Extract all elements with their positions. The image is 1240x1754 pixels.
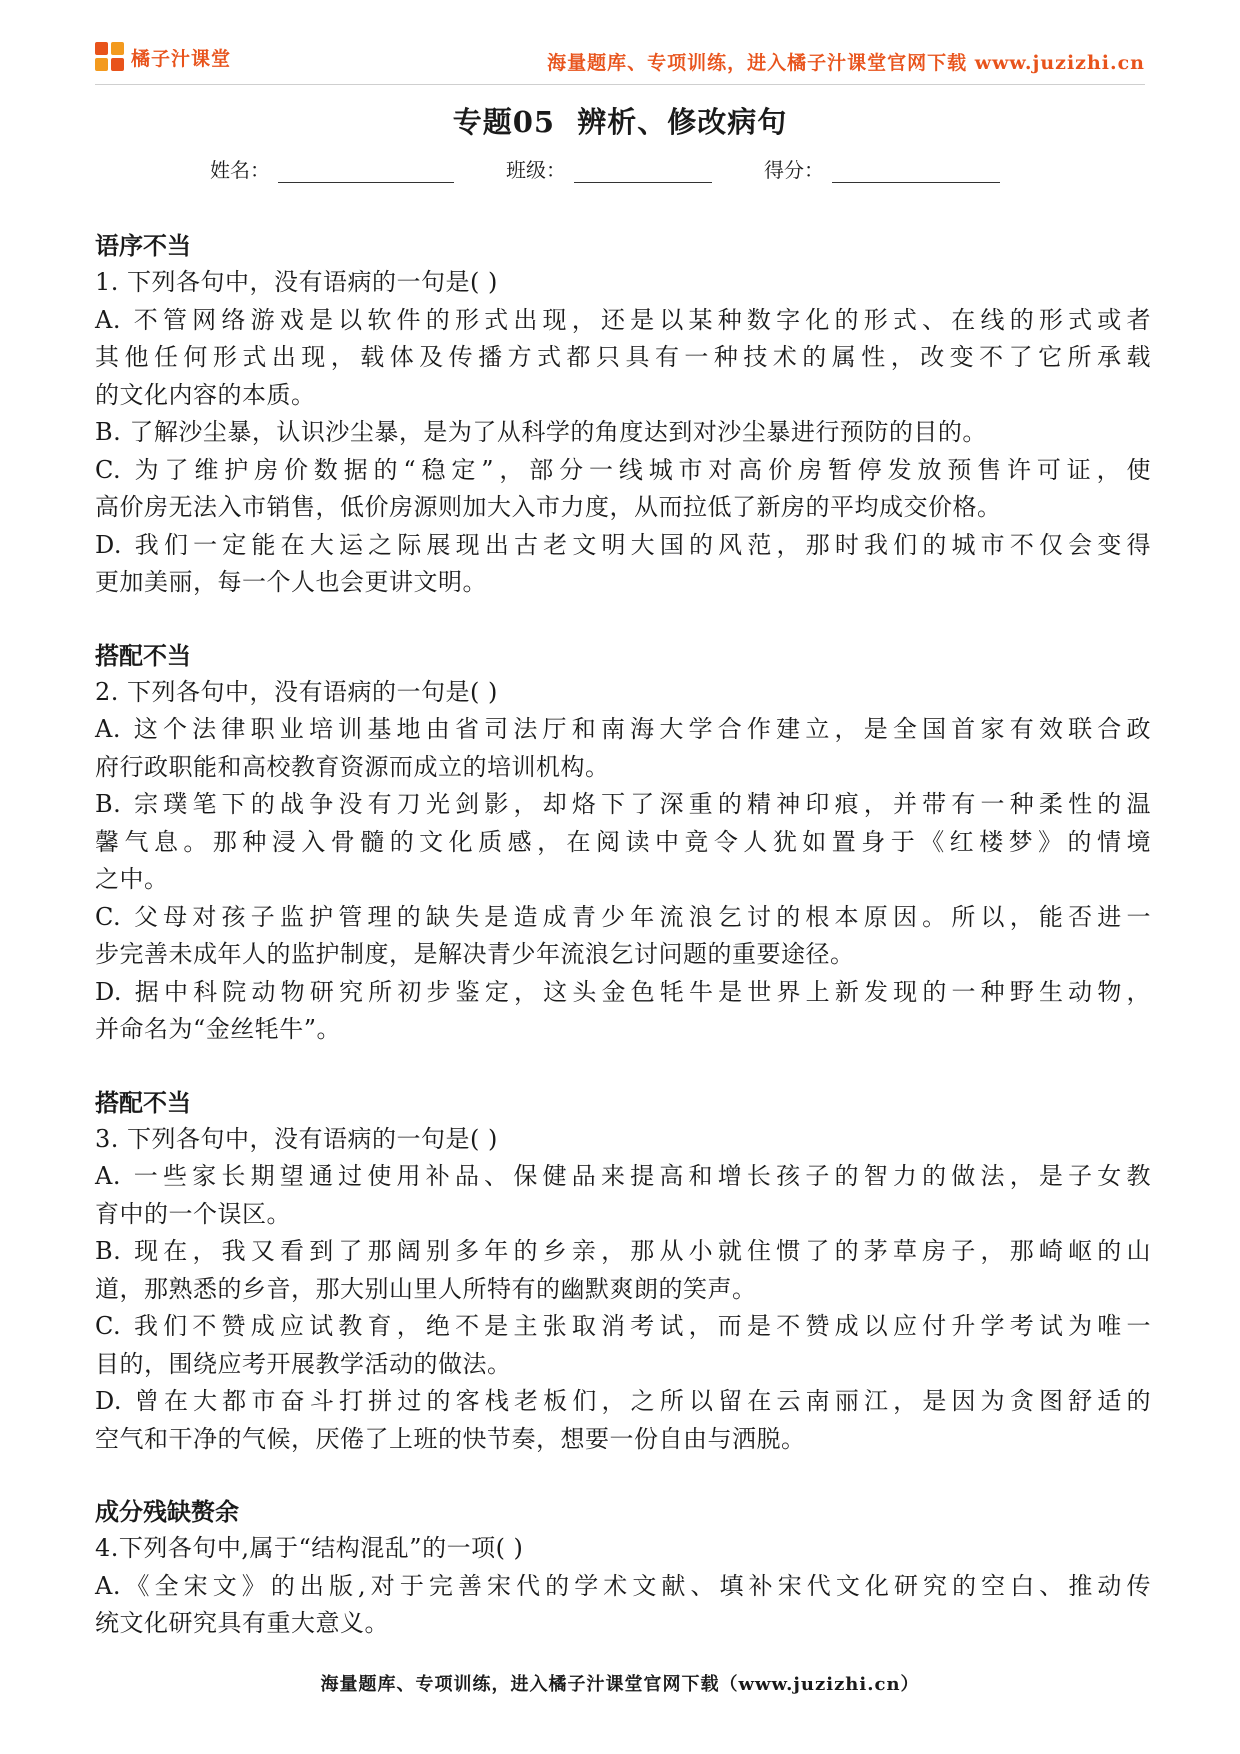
option-text-line: 之中。 (95, 865, 169, 893)
option-text-line: A.《全宋文》的出版,对于完善宋代的学术文献、填补宋代文化研究的空白、推动传 (95, 1571, 1151, 1600)
option-text-line: 馨气息。那种浸入骨髓的文化质感，在阅读中竟令人犹如置身于《红楼梦》的情境 (95, 827, 1151, 856)
option-text-line: 其他任何形式出现，载体及传播方式都只具有一种技术的属性，改变不了它所承载 (95, 343, 1151, 371)
page-title: 专题05 辨析、修改病句 (452, 105, 788, 139)
orange-grid-icon (95, 42, 125, 72)
section-heading: 搭配不当 (95, 640, 191, 670)
question-stem: 2. 下列各句中，没有语病的一句是( ) (95, 677, 498, 706)
question-section (95, 1494, 1151, 1643)
option-text-line: 统文化研究具有重大意义。 (95, 1609, 389, 1637)
page-footer: 海量题库、专项训练，进入橘子汁课堂官网下载（www.juzizhi.cn） (320, 1674, 920, 1695)
option-text-line: D. 我们一定能在大运之际展现出古老文明大国的风范，那时我们的城市不仅会变得 (95, 530, 1151, 559)
section-heading: 语序不当 (95, 231, 191, 260)
question-stem: 3. 下列各句中，没有语病的一句是( ) (95, 1124, 498, 1153)
header-divider (95, 84, 1145, 85)
name-label: 姓名： (210, 158, 270, 182)
question-stem: 4.下列各句中,属于“结构混乱”的一项( ) (95, 1534, 524, 1562)
section-heading: 成分残缺赘余 (95, 1497, 239, 1526)
score-label: 得分： (764, 158, 824, 182)
option-text-line: B. 宗璞笔下的战争没有刀光剑影，却烙下了深重的精神印痕，并带有一种柔性的温 (95, 790, 1151, 818)
page-header (95, 40, 1145, 80)
class-field (506, 154, 712, 183)
question-section (95, 1085, 1151, 1459)
option-text-line: 育中的一个误区。 (95, 1199, 291, 1228)
option-text-line: 目的，围绕应考开展教学活动的做法。 (95, 1349, 512, 1378)
class-blank[interactable] (574, 160, 712, 183)
option-text-line: C. 为了维护房价数据的“稳定”，部分一线城市对高价房暂停发放预售许可证，使 (95, 455, 1151, 484)
option-text-line: D. 曾在大都市奋斗打拼过的客栈老板们，之所以留在云南丽江，是因为贪图舒适的 (95, 1387, 1151, 1415)
option-text-line: 道，那熟悉的乡音，那大别山里人所特有的幽默爽朗的笑声。 (95, 1274, 757, 1303)
option-text-line: 步完善未成年人的监护制度，是解决青少年流浪乞讨问题的重要途径。 (95, 940, 855, 968)
option-text-line: 高价房无法入市销售，低价房源则加大入市力度，从而拉低了新房的平均成交价格。 (95, 493, 1002, 521)
option-text-line: B. 了解沙尘暴，认识沙尘暴，是为了从科学的角度达到对沙尘暴进行预防的目的。 (95, 418, 987, 446)
option-text-line: 空气和干净的气候，厌倦了上班的快节奏，想要一份自由与洒脱。 (95, 1424, 806, 1453)
option-text-line: 的文化内容的本质。 (95, 380, 316, 409)
option-text-line: A. 不管网络游戏是以软件的形式出现，还是以某种数字化的形式、在线的形式或者 (95, 305, 1151, 334)
class-label: 班级： (506, 158, 566, 182)
option-text-line: 府行政职能和高校教育资源而成立的培训机构。 (95, 752, 610, 781)
option-text-line: B. 现在，我又看到了那阔别多年的乡亲，那从小就住惯了的茅草房子，那崎岖的山 (95, 1237, 1151, 1265)
student-info-fields (210, 154, 1052, 183)
option-text-line: 更加美丽，每一个人也会更讲文明。 (95, 568, 487, 596)
option-text-line: C. 父母对孩子监护管理的缺失是造成青少年流浪乞讨的根本原因。所以，能否进一 (95, 902, 1151, 931)
question-content (95, 228, 1151, 1679)
option-text-line: C. 我们不赞成应试教育，绝不是主张取消考试，而是不赞成以应付升学考试为唯一 (95, 1312, 1151, 1340)
section-heading: 搭配不当 (95, 1087, 191, 1117)
name-field (210, 154, 454, 183)
score-field (764, 154, 1000, 183)
name-blank[interactable] (278, 160, 454, 183)
option-text-line: A. 这个法律职业培训基地由省司法厅和南海大学合作建立，是全国首家有效联合政 (95, 715, 1151, 743)
brand-logo (95, 42, 231, 72)
option-text-line: D. 据中科院动物研究所初步鉴定，这头金色牦牛是世界上新发现的一种野生动物， (95, 977, 1151, 1006)
question-stem: 1. 下列各句中，没有语病的一句是( ) (95, 268, 498, 296)
question-section (95, 228, 1151, 602)
option-text-line: A. 一些家长期望通过使用补品、保健品来提高和增长孩子的智力的做法，是子女教 (95, 1162, 1151, 1190)
option-text-line: 并命名为“金丝牦牛”。 (95, 1015, 342, 1043)
logo-text: 橘子汁课堂 (131, 47, 232, 70)
question-section (95, 638, 1151, 1049)
header-slogan: 海量题库、专项训练，进入橘子汁课堂官网下载 www.juzizhi.cn (547, 52, 1145, 74)
score-blank[interactable] (832, 160, 1000, 183)
